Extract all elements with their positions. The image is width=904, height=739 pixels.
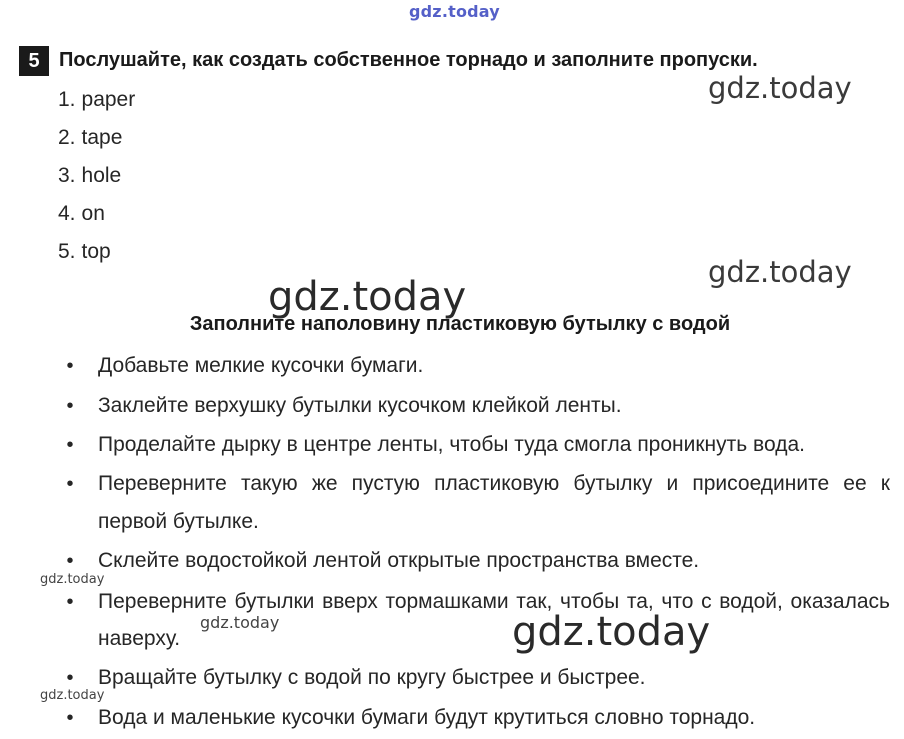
answer-word: on xyxy=(81,202,105,225)
answer-item xyxy=(58,200,135,238)
step-item xyxy=(60,426,890,464)
step-text: Склейте водостойкой лентой открытые пространства вместе. xyxy=(98,549,700,572)
step-text: Вращайте бутылку с водой по кругу быстрее и быстрее. xyxy=(98,666,646,689)
step-item xyxy=(60,542,890,580)
answer-word: paper xyxy=(81,88,136,111)
watermark-big-2: gdz.today xyxy=(512,609,711,655)
step-item xyxy=(60,465,890,541)
bullet-icon: • xyxy=(66,434,74,456)
task-number-badge: 5 xyxy=(19,46,49,76)
bullet-icon: • xyxy=(66,667,74,689)
step-item xyxy=(60,659,890,697)
answer-item xyxy=(58,124,135,162)
instructions-heading: Заполните наполовину пластиковую бутылку с водой xyxy=(189,313,731,335)
answer-word: tape xyxy=(81,126,123,149)
bullet-icon: • xyxy=(66,355,74,377)
answer-number: 3. xyxy=(58,164,76,187)
answer-number: 2. xyxy=(58,126,76,149)
task-title: Послушайте, как создать собственное торнадо и заполните пропуски. xyxy=(59,49,758,71)
watermark-big-1: gdz.today xyxy=(268,274,467,320)
watermark-right-2: gdz.today xyxy=(708,255,852,289)
bullet-icon: • xyxy=(66,395,74,417)
answer-item xyxy=(58,86,135,124)
answer-number: 5. xyxy=(58,240,76,263)
answer-item xyxy=(58,238,135,276)
bullet-icon: • xyxy=(66,707,74,729)
step-item xyxy=(60,699,890,737)
bullet-icon: • xyxy=(66,591,74,613)
watermark-top: gdz.today xyxy=(409,2,500,21)
step-text: Заклейте верхушку бутылки кусочком клейкой ленты. xyxy=(98,394,622,417)
step-item xyxy=(60,347,890,385)
answer-list xyxy=(58,86,135,276)
step-text: Переверните бутылки вверх тормашками так, чтобы та, что с водой, оказалась наверху. xyxy=(98,590,890,650)
watermark-small-2: gdz.today xyxy=(200,613,280,632)
watermark-small-1: gdz.today xyxy=(40,572,105,587)
step-item xyxy=(60,387,890,425)
bullet-icon: • xyxy=(66,550,74,572)
step-text: Вода и маленькие кусочки бумаги будут крутиться словно торнадо. xyxy=(98,706,756,729)
answer-number: 4. xyxy=(58,202,76,225)
watermark-right-1: gdz.today xyxy=(708,71,852,105)
step-item xyxy=(60,583,890,657)
step-text: Добавьте мелкие кусочки бумаги. xyxy=(98,354,424,377)
answer-word: top xyxy=(81,240,111,263)
step-text: Переверните такую же пустую пластиковую бутылку и присоедините ее к первой бутылке. xyxy=(98,472,890,533)
step-text: Проделайте дырку в центре ленты, чтобы туда смогла проникнуть вода. xyxy=(98,433,805,456)
watermark-small-3: gdz.today xyxy=(40,688,105,703)
bullet-icon: • xyxy=(66,473,74,495)
answer-number: 1. xyxy=(58,88,76,111)
answer-word: hole xyxy=(81,164,122,187)
answer-item xyxy=(58,162,135,200)
